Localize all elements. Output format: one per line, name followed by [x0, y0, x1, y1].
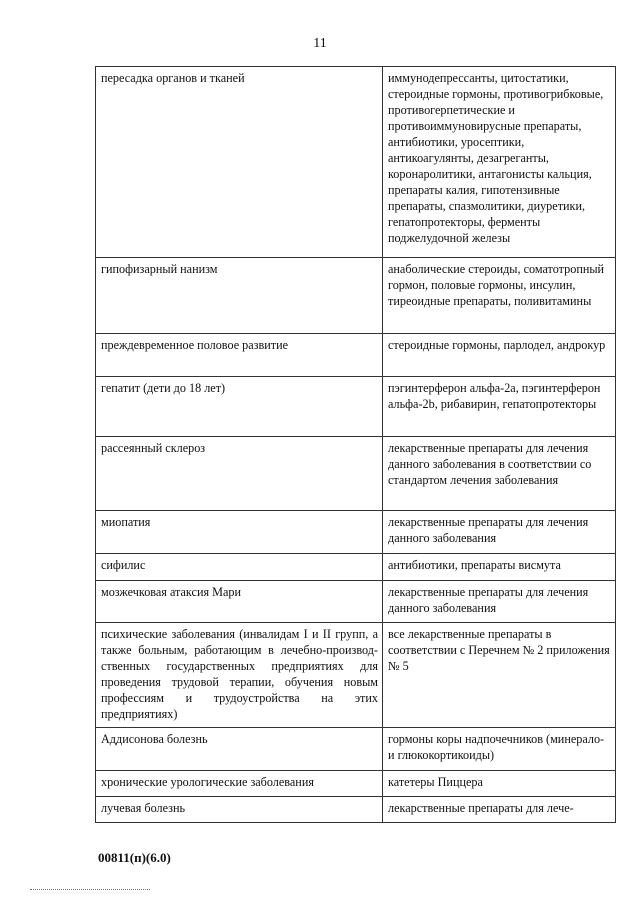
- condition-cell: гепатит (дети до 18 лет): [96, 377, 383, 437]
- condition-cell: мозжечковая атаксия Мари: [96, 581, 383, 623]
- disease-drug-table: [95, 66, 616, 823]
- drugs-cell: анаболические стероиды, соматотропный гормон, половые гормоны, инсулин, тиреоидные препараты, поливитамины: [383, 258, 616, 334]
- condition-cell: рассеянный склероз: [96, 437, 383, 511]
- table-row: [96, 437, 616, 511]
- condition-cell: психические заболевания (инвалидам I и II групп, а также больным, работающим в лечебно-производ-ственных государственных предприятиях для проведения трудовой терапии, обучения новым профессиям и трудоустройства на этих предприятиях): [96, 623, 383, 728]
- condition-cell: лучевая болезнь: [96, 797, 383, 823]
- drugs-cell: все лекарственные препараты в соответствии с Перечнем № 2 приложения № 5: [383, 623, 616, 728]
- condition-cell: гипофизарный нанизм: [96, 258, 383, 334]
- table-row: [96, 511, 616, 554]
- drugs-cell: антибиотики, препараты висмута: [383, 554, 616, 581]
- drugs-cell: лекарственные препараты для лечения данного заболевания в соответствии со стандартом лечения заболевания: [383, 437, 616, 511]
- condition-cell: сифилис: [96, 554, 383, 581]
- table-row: [96, 258, 616, 334]
- drugs-cell: стероидные гормоны, парлодел, андрокур: [383, 334, 616, 377]
- condition-cell: Аддисонова болезнь: [96, 728, 383, 771]
- table-row: [96, 67, 616, 258]
- condition-cell: миопатия: [96, 511, 383, 554]
- table-row: [96, 554, 616, 581]
- table-row: [96, 581, 616, 623]
- drugs-cell: катетеры Пиццера: [383, 771, 616, 797]
- table-row: [96, 334, 616, 377]
- drugs-cell: лекарственные препараты для лече-: [383, 797, 616, 823]
- drugs-cell: иммунодепрессанты, цитостатики, стероидные гормоны, противогрибковые, противогерпетические и противоиммуновирусные препараты, антибиотики, уросептики, антикоагулянты, дезагреганты, коронаролитики, антагонисты кальция, препараты калия, гипотензивные препараты, спазмолитики, диуретики, гепатопротекторы, ферменты поджелудочной железы: [383, 67, 616, 258]
- condition-cell: преждевременное половое развитие: [96, 334, 383, 377]
- table-row: [96, 771, 616, 797]
- table-row: [96, 797, 616, 823]
- drugs-cell: лекарственные препараты для лечения данного заболевания: [383, 581, 616, 623]
- table-row: [96, 728, 616, 771]
- document-code: 00811(п)(6.0): [98, 850, 171, 865]
- drugs-cell: гормоны коры надпочечников (минерало- и глюкокортикоиды): [383, 728, 616, 771]
- table-row: [96, 623, 616, 728]
- drugs-cell: пэгинтерферон альфа-2а, пэгинтерферон альфа-2b, рибавирин, гепатопротекторы: [383, 377, 616, 437]
- condition-cell: хронические урологические заболевания: [96, 771, 383, 797]
- drugs-cell: лекарственные препараты для лечения данного заболевания: [383, 511, 616, 554]
- table-row: [96, 377, 616, 437]
- page-number: 11: [313, 36, 327, 51]
- condition-cell: пересадка органов и тканей: [96, 67, 383, 258]
- footer-divider: [30, 889, 150, 890]
